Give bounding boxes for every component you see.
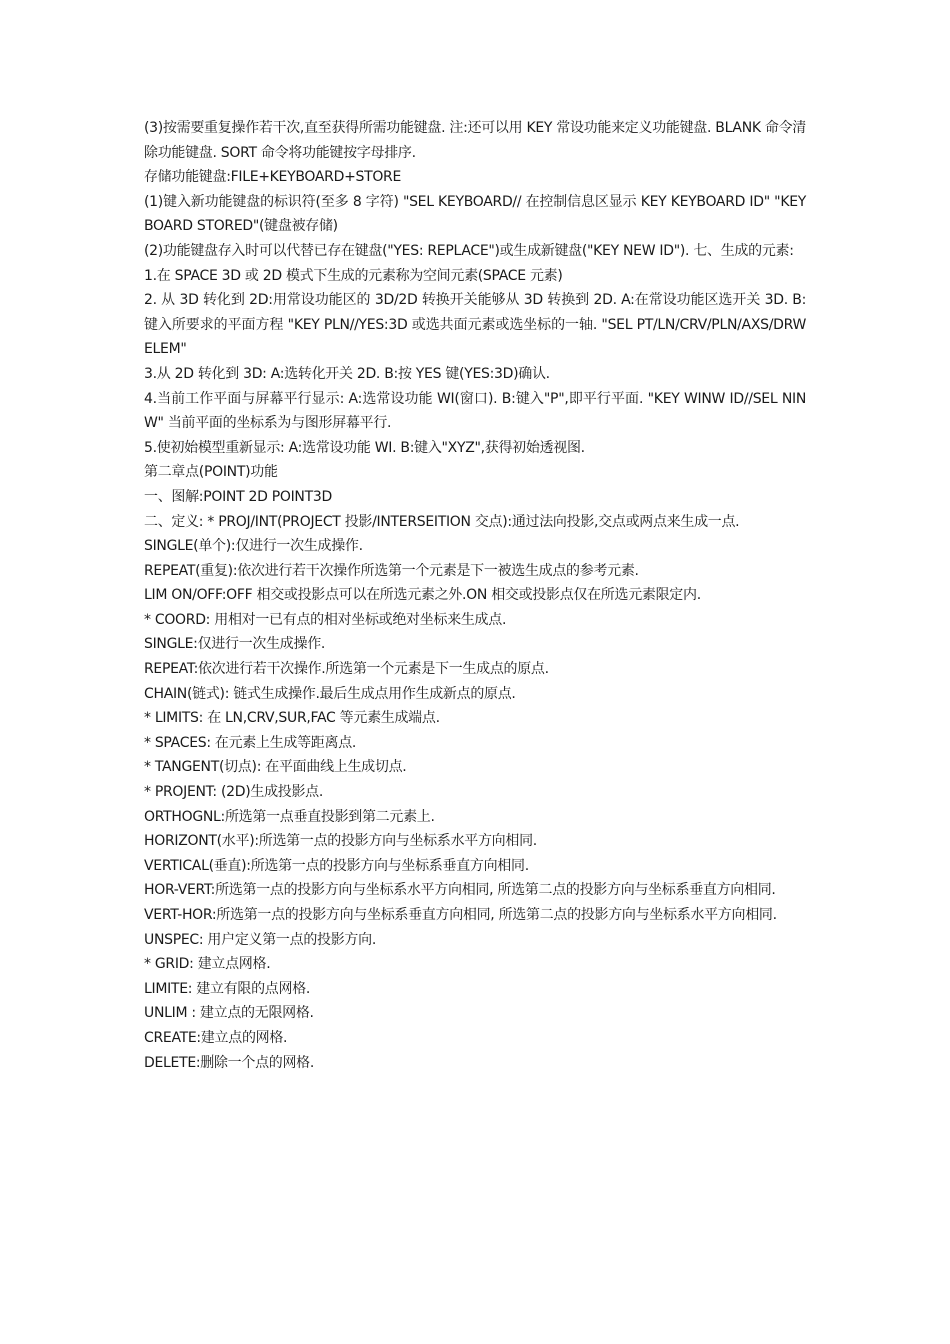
paragraph-space-elements: 1.在 SPACE 3D 或 2D 模式下生成的元素称为空间元素(SPACE 元素) [144, 267, 563, 284]
paragraph-initial-model: 5.使初始模型重新显示: A:选常设功能 WI. B:键入"XYZ",获得初始透视图. [144, 439, 585, 456]
item-chain: CHAIN(链式): 链式生成操作.最后生成点用作生成新点的原点. [144, 685, 516, 702]
item-coord-single: SINGLE:仅进行一次生成操作. [144, 636, 326, 653]
item-spaces: * SPACES: 在元素上生成等距离点. [144, 734, 357, 751]
item-repeat: REPEAT(重复):依次进行若干次操作所选第一个元素是下一被选生成点的参考元素. [144, 562, 639, 579]
item-grid: * GRID: 建立点网格. [144, 956, 271, 973]
item-coord: * COORD: 用相对一已有点的相对坐标或绝对坐标来生成点. [144, 611, 507, 628]
item-coord-repeat: REPEAT:依次进行若干次操作.所选第一个元素是下一生成点的原点. [144, 661, 549, 678]
item-projent: * PROJENT: (2D)生成投影点. [144, 784, 324, 801]
item-vertical: VERTICAL(垂直):所选第一点的投影方向与坐标系垂直方向相同. [144, 857, 529, 874]
chapter-heading-point: 第二章点(POINT)功能 [144, 464, 278, 481]
item-single: SINGLE(单个):仅进行一次生成操作. [144, 538, 363, 555]
paragraph-key-repeat-note: (3)按需要重复操作若干次,直至获得所需功能键盘. 注:还可以用 KEY 常设功能来定义功能键盘. BLANK 命令清除功能键盘. SORT 命令将功能键按字母排序. [144, 120, 806, 161]
item-lim-on-off: LIM ON/OFF:OFF 相交或投影点可以在所选元素之外.ON 相交或投影点仅在所选元素限定内. [144, 587, 701, 604]
paragraph-parallel-display: 4.当前工作平面与屏幕平行显示: A:选常设功能 WI(窗口). B:键入"P",即平行平面. "KEY WINW ID//SEL NINW" 当前平面的坐标系为与图形屏幕平行. [144, 390, 806, 432]
paragraph-keyboard-id: (1)键入新功能键盘的标识符(至多 8 字符) "SEL KEYBOARD// 在控制信息区显示 KEY KEYBOARD ID" "KEYBOARD STORED"(键盘被存储) [144, 193, 806, 235]
item-hor-vert: HOR-VERT:所选第一点的投影方向与坐标系水平方向相同, 所选第二点的投影方向与坐标系垂直方向相同. [144, 882, 776, 899]
section-diagram: 一、图解:POINT 2D POINT3D [144, 488, 332, 505]
paragraph-keyboard-replace: (2)功能键盘存入时可以代替已存在键盘("YES: REPLACE")或生成新键盘("KEY NEW ID"). 七、生成的元素: [144, 242, 794, 259]
document-body [144, 116, 806, 1075]
item-tangent: * TANGENT(切点): 在平面曲线上生成切点. [144, 759, 407, 776]
item-create: CREATE:建立点的网格. [144, 1029, 288, 1046]
item-limits: * LIMITS: 在 LN,CRV,SUR,FAC 等元素生成端点. [144, 710, 440, 727]
item-unlim: UNLIM : 建立点的无限网格. [144, 1005, 314, 1022]
item-vert-hor: VERT-HOR:所选第一点的投影方向与坐标系垂直方向相同, 所选第二点的投影方向与坐标系水平方向相同. [144, 907, 777, 923]
paragraph-2d-to-3d: 3.从 2D 转化到 3D: A:选转化开关 2D. B:按 YES 键(YES:3D)确认. [144, 365, 550, 382]
item-horizont: HORIZONT(水平):所选第一点的投影方向与坐标系水平方向相同. [144, 833, 537, 850]
section-definition-proj-int: 二、定义: * PROJ/INT(PROJECT 投影/INTERSEITION 交点):通过法向投影,交点或两点来生成一点. [144, 513, 740, 530]
paragraph-store-keyboard: 存储功能键盘:FILE+KEYBOARD+STORE [144, 169, 402, 186]
item-unspec: UNSPEC: 用户定义第一点的投影方向. [144, 931, 376, 948]
item-delete: DELETE:删除一个点的网格. [144, 1054, 315, 1071]
item-orthognl: ORTHOGNL:所选第一点垂直投影到第二元素上. [144, 808, 435, 825]
item-limite: LIMITE: 建立有限的点网格. [144, 980, 311, 997]
paragraph-3d-to-2d: 2. 从 3D 转化到 2D:用常设功能区的 3D/2D 转换开关能够从 3D 转换到 2D. A:在常设功能区选开关 3D. B:键入所要求的平面方程 "KEY PLN//YES:3D 或选共面元素或选坐标的一轴. "SEL PT/LN/CRV/PLN/AXS/DRW ELEM" [144, 292, 806, 358]
